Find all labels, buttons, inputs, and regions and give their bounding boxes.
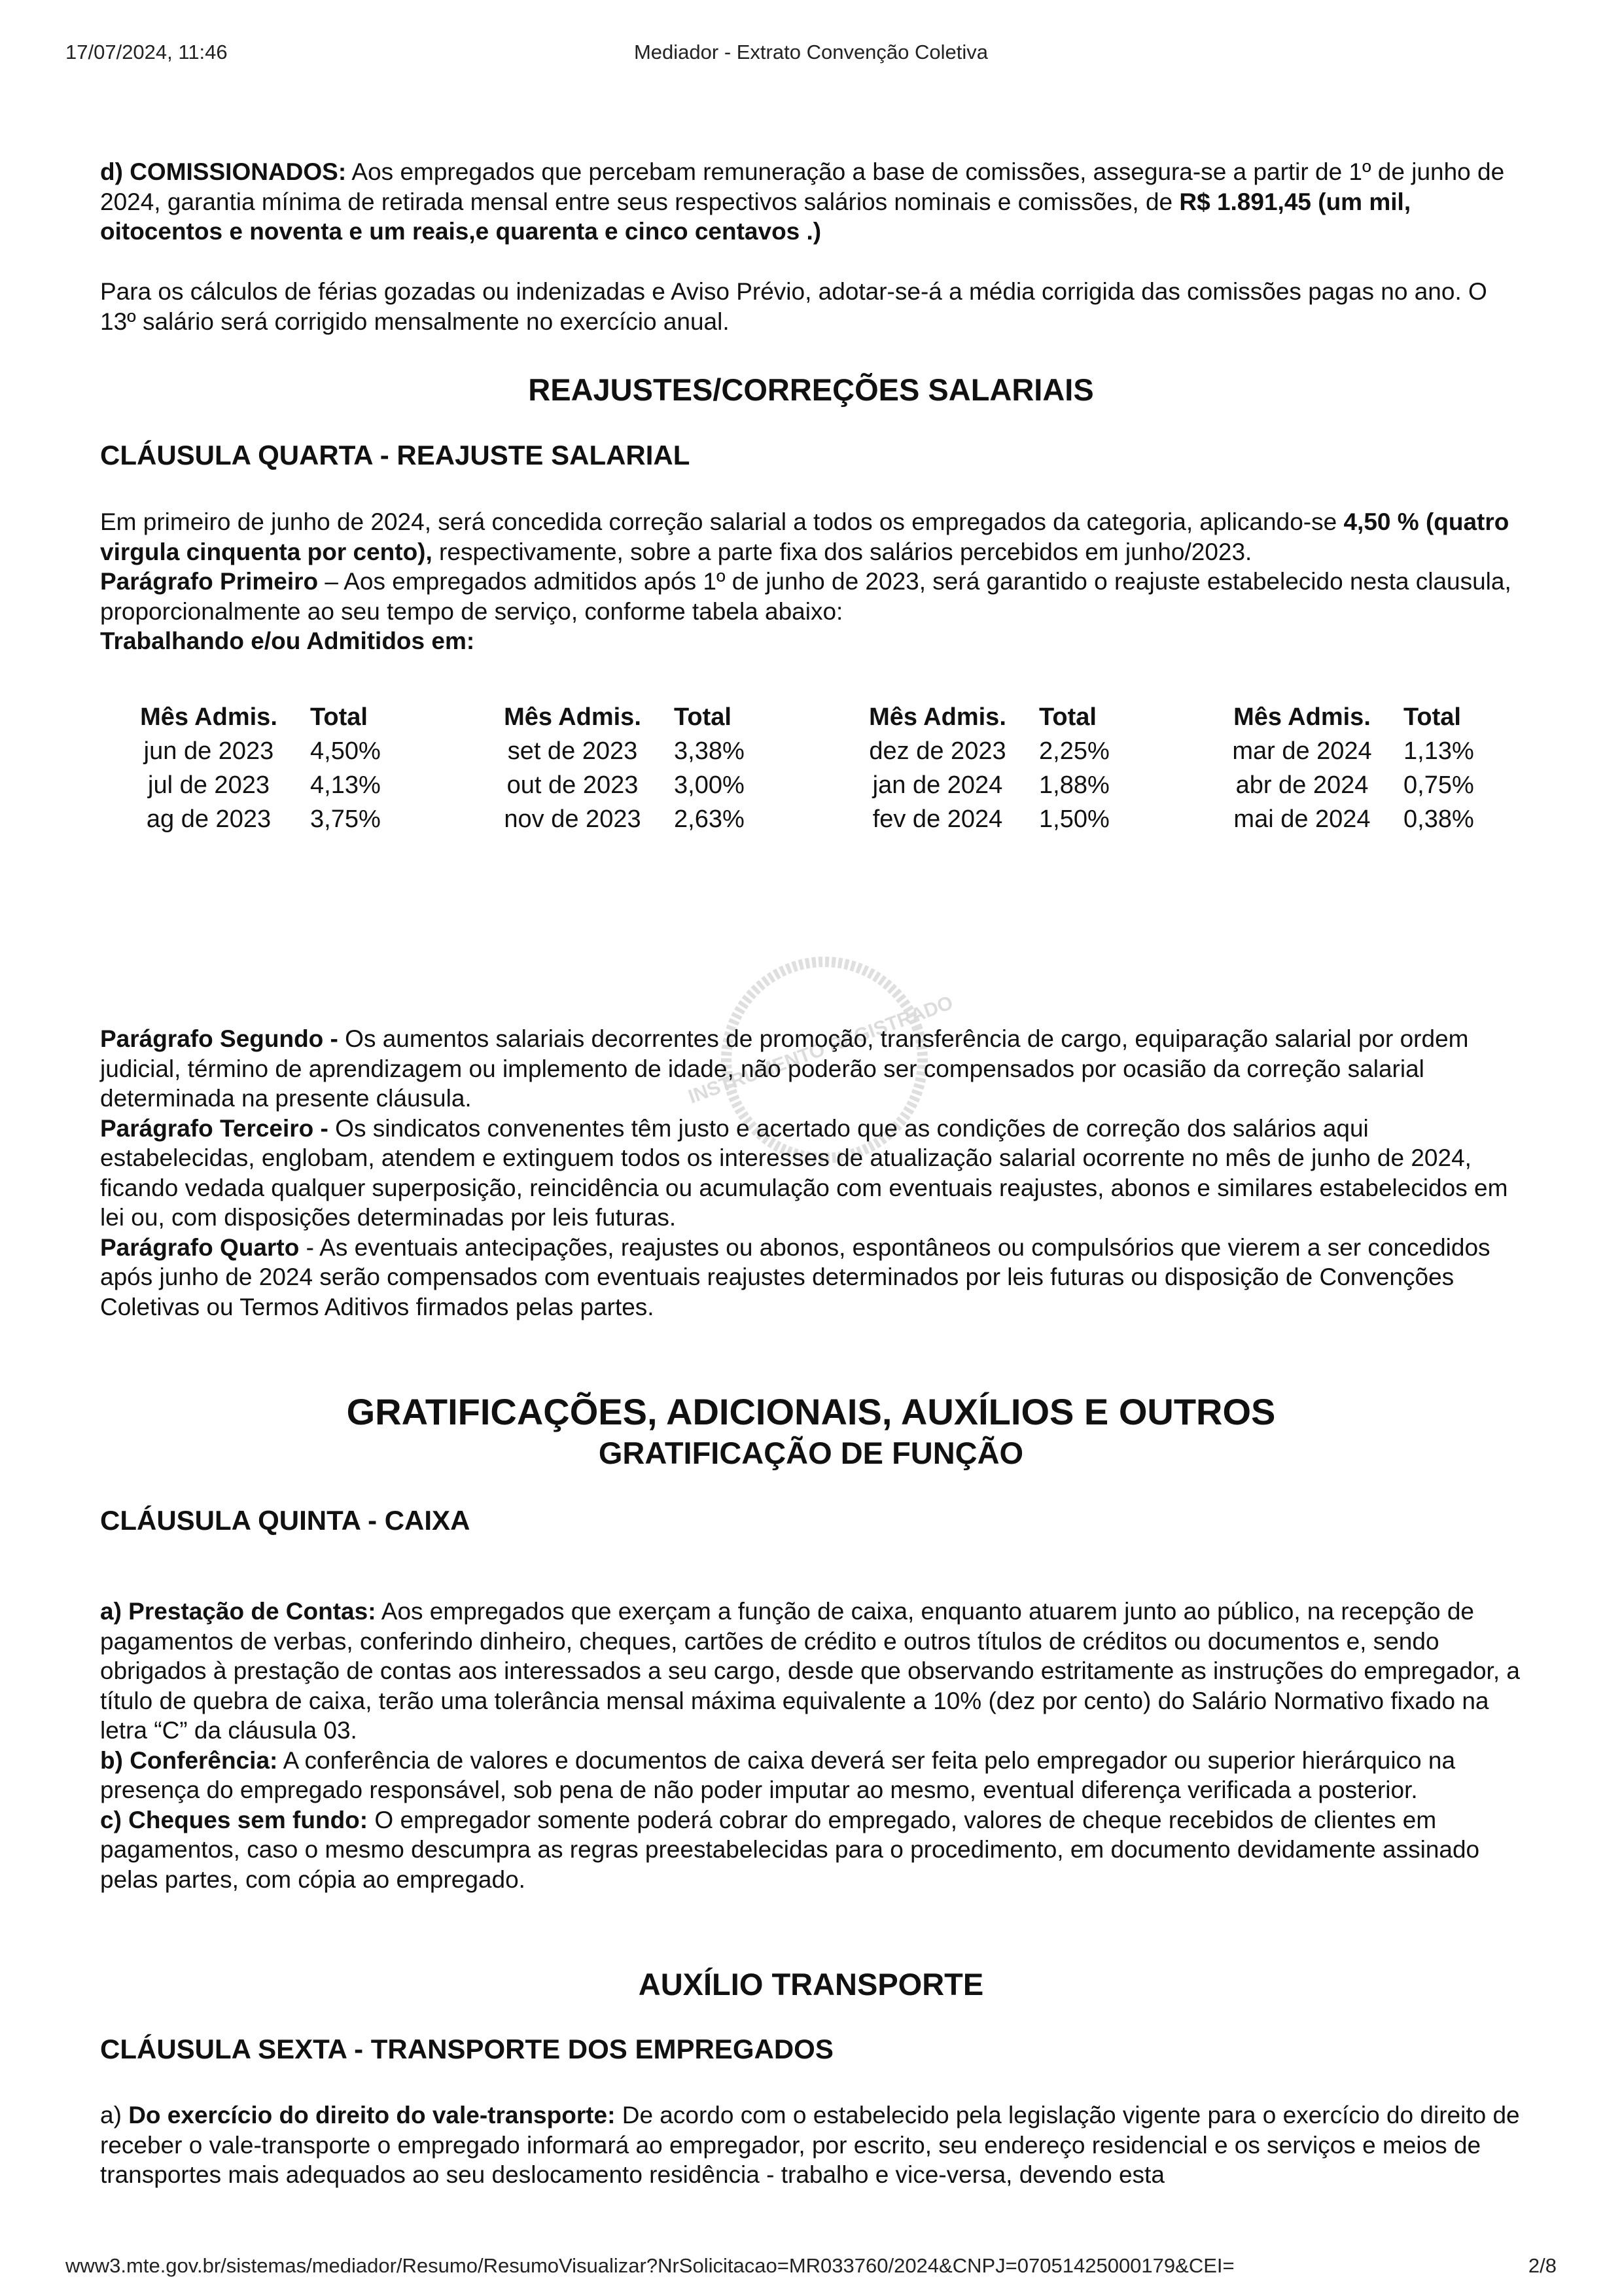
table-header-total: Total: [674, 703, 732, 731]
table-cell-month: fev de 2024: [872, 805, 1003, 833]
page-header-title: Mediador - Extrato Convenção Coletiva: [633, 41, 989, 63]
table-cell-total: 4,13%: [310, 771, 381, 799]
paragrafo-segundo-text: Os aumentos salariais decorrentes de promoção, transferência de cargo, equiparação salarial por ordem judicial, término de aprendizagem ou implemento de idade, não poderão ser compensados por ocasião da correção salarial determinada na presente cláusula.: [100, 1025, 1469, 1112]
table-cell-total: 0,75%: [1403, 771, 1474, 799]
table-cell-month: mar de 2024: [1232, 737, 1372, 765]
table-cell-month: dez de 2023: [869, 737, 1006, 765]
comissionados-text: Aos empregados que percebam remuneração a base de comissões, assegura-se a partir de 1º de junho de 2024, garantia mínima de retirada mensal entre seus respectivos salários nominais e comissões, de: [100, 158, 1505, 215]
table-cell-total: 1,88%: [1039, 771, 1110, 799]
conferencia-text: A conferência de valores e documentos de caixa deverá ser feita pelo empregador ou superior hierárquico na presença do empregado responsável, sob pena de não poder imputar ao mesmo, eventual diferença verificada a posterior.: [100, 1746, 1456, 1803]
table-header-mes: Mês Admis.: [869, 703, 1006, 731]
paragrafo-segundo-label: Parágrafo Segundo -: [100, 1025, 338, 1052]
page-url: www3.mte.gov.br/sistemas/mediador/Resumo/ResumoVisualizar?NrSolicitacao=MR033760/2024&CNPJ=07051425000179&CEI=: [65, 2254, 1235, 2277]
paragraph-transporte: [100, 2100, 1520, 2190]
table-cell-total: 3,38%: [674, 737, 745, 765]
paragraph-caixa: [100, 1597, 1520, 1894]
table-cell-total: 2,25%: [1039, 737, 1110, 765]
table-cell-month: jul de 2023: [148, 771, 270, 799]
table-header-total: Total: [1039, 703, 1097, 731]
conferencia-label: b) Conferência:: [100, 1746, 278, 1774]
table-header-mes: Mês Admis.: [140, 703, 277, 731]
paragrafo-quarto-label: Parágrafo Quarto: [100, 1233, 300, 1261]
paragrafo-primeiro-text: – Aos empregados admitidos após 1º de junho de 2023, será garantido o reajuste estabelecido nesta clausula, proporcionalmente ao seu tempo de serviço, conforme tabela abaixo:: [100, 568, 1511, 625]
reajuste-intro-c: respectivamente, sobre a parte fixa dos salários percebidos em junho/2023.: [432, 538, 1252, 565]
paragrafo-terceiro-text: Os sindicatos convenentes têm justo e acertado que as condições de correção dos salários aqui estabelecidas, englobam, atendem e extinguem todos os interesses de atualização salarial ocorrente no mês de junho de 2024, ficando vedada qualquer superposição, reincidência ou acumulação com eventuais reajustes, abonos e similares estabelecidos em lei ou, com disposições determinadas por leis futuras.: [100, 1114, 1508, 1231]
transporte-prefix: a): [100, 2102, 129, 2128]
transporte-text: De acordo com o estabelecido pela legislação vigente para o exercício do direito de receber o vale-transporte o empregado informará ao empregador, por escrito, seu endereço residencial e os serviços e meios de transportes mais adequados ao seu deslocamento residência - trabalho e vice-versa, devendo esta: [100, 2102, 1520, 2188]
table-cell-month: set de 2023: [507, 737, 638, 765]
paragraph-comissionados: [100, 157, 1520, 247]
paragrafo-quarto-text: - As eventuais antecipações, reajustes ou abonos, espontâneos ou compulsórios que vierem a ser concedidos após junho de 2024 serão compensados com eventuais reajustes determinados por leis futuras ou disposição de Convenções Coletivas ou Termos Aditivos firmados pelas partes.: [100, 1233, 1490, 1320]
table-cell-month: out de 2023: [506, 771, 639, 799]
table-header-mes: Mês Admis.: [504, 703, 641, 731]
table-cell-total: 1,13%: [1403, 737, 1474, 765]
prestacao-contas-text: Aos empregados que exerçam a função de caixa, enquanto atuarem junto ao público, na recepção de pagamentos de verbas, conferindo dinheiro, cheques, cartões de crédito e outros títulos de créditos ou documentos e, sendo obrigados à prestação de contas aos interessados a seu cargo, desde que observando estritamente as instruções do empregador, a título de quebra de caixa, terão uma tolerância mensal máxima equivalente a 10% (dez por cento) do Salário Normativo fixado na letra “C” da cláusula 03.: [100, 1598, 1520, 1744]
ferias-text: Para os cálculos de férias gozadas ou indenizadas e Aviso Prévio, adotar-se-á a média corrigida das comissões pagas no ano. O 13º salário será corrigido mensalmente no exercício anual.: [100, 278, 1487, 335]
table-cell-total: 3,00%: [674, 771, 745, 799]
prestacao-contas-label: a) Prestação de Contas:: [100, 1598, 376, 1625]
section-title-reajustes: REAJUSTES/CORREÇÕES SALARIAIS: [528, 372, 1094, 407]
comissionados-label: d) COMISSIONADOS:: [100, 158, 347, 185]
clause-title-sexta: CLÁUSULA SEXTA - TRANSPORTE DOS EMPREGADOS: [100, 2034, 834, 2064]
paragraph-reajuste: [100, 507, 1520, 656]
print-datetime: 17/07/2024, 11:46: [65, 41, 228, 63]
reajuste-percent: 4,50 % (quatro virgula cinquenta por cento),: [100, 508, 1509, 565]
table-cell-total: 2,63%: [674, 805, 745, 833]
cheques-label: c) Cheques sem fundo:: [100, 1806, 368, 1833]
paragrafo-terceiro-label: Parágrafo Terceiro -: [100, 1114, 328, 1142]
paragraph-paragrafos: [100, 1024, 1520, 1322]
table-cell-month: ag de 2023: [146, 805, 272, 833]
table-cell-month: abr de 2024: [1235, 771, 1369, 799]
paragraph-ferias: [100, 277, 1520, 336]
comissionados-value: R$ 1.891,45 (um mil, oitocentos e noventa e um reais,e quarenta e cinco centavos .): [100, 188, 1411, 245]
table-header-mes: Mês Admis.: [1233, 703, 1371, 731]
transporte-label: Do exercício do direito do vale-transporte:: [128, 2102, 616, 2128]
table-cell-month: mai de 2024: [1233, 805, 1371, 833]
table-header-total: Total: [310, 703, 368, 731]
page-number: 2/8: [1528, 2254, 1557, 2277]
cheques-text: O empregador somente poderá cobrar do empregado, valores de cheque recebidos de clientes em pagamentos, caso o mesmo descumpra as regras preestabelecidas para o procedimento, em documento devidamente assinado pelas partes, com cópia ao empregado.: [100, 1806, 1480, 1893]
table-cell-total: 3,75%: [310, 805, 381, 833]
clause-title-quinta: CLÁUSULA QUINTA - CAIXA: [100, 1505, 470, 1536]
section-title-gratificacoes: GRATIFICAÇÕES, ADICIONAIS, AUXÍLIOS E OUTROS: [346, 1391, 1276, 1432]
table-header-total: Total: [1403, 703, 1461, 731]
reajuste-intro-a: Em primeiro de junho de 2024, será concedida correção salarial a todos os empregados da categoria, aplicando-se: [100, 508, 1344, 535]
table-cell-month: nov de 2023: [504, 805, 641, 833]
subsection-title-funcao: GRATIFICAÇÃO DE FUNÇÃO: [598, 1436, 1024, 1470]
table-cell-month: jan de 2024: [872, 771, 1003, 799]
trabalhando-label: Trabalhando e/ou Admitidos em:: [100, 627, 475, 654]
table-cell-month: jun de 2023: [143, 737, 274, 765]
table-cell-total: 1,50%: [1039, 805, 1110, 833]
table-cell-total: 0,38%: [1403, 805, 1474, 833]
stamp-text: INSTRUMENTO REGISTRADO: [685, 991, 956, 1108]
section-title-transporte: AUXÍLIO TRANSPORTE: [638, 1967, 984, 2002]
table-cell-total: 4,50%: [310, 737, 381, 765]
clause-title-quarta: CLÁUSULA QUARTA - REAJUSTE SALARIAL: [100, 440, 690, 470]
paragrafo-primeiro-label: Parágrafo Primeiro: [100, 568, 319, 595]
